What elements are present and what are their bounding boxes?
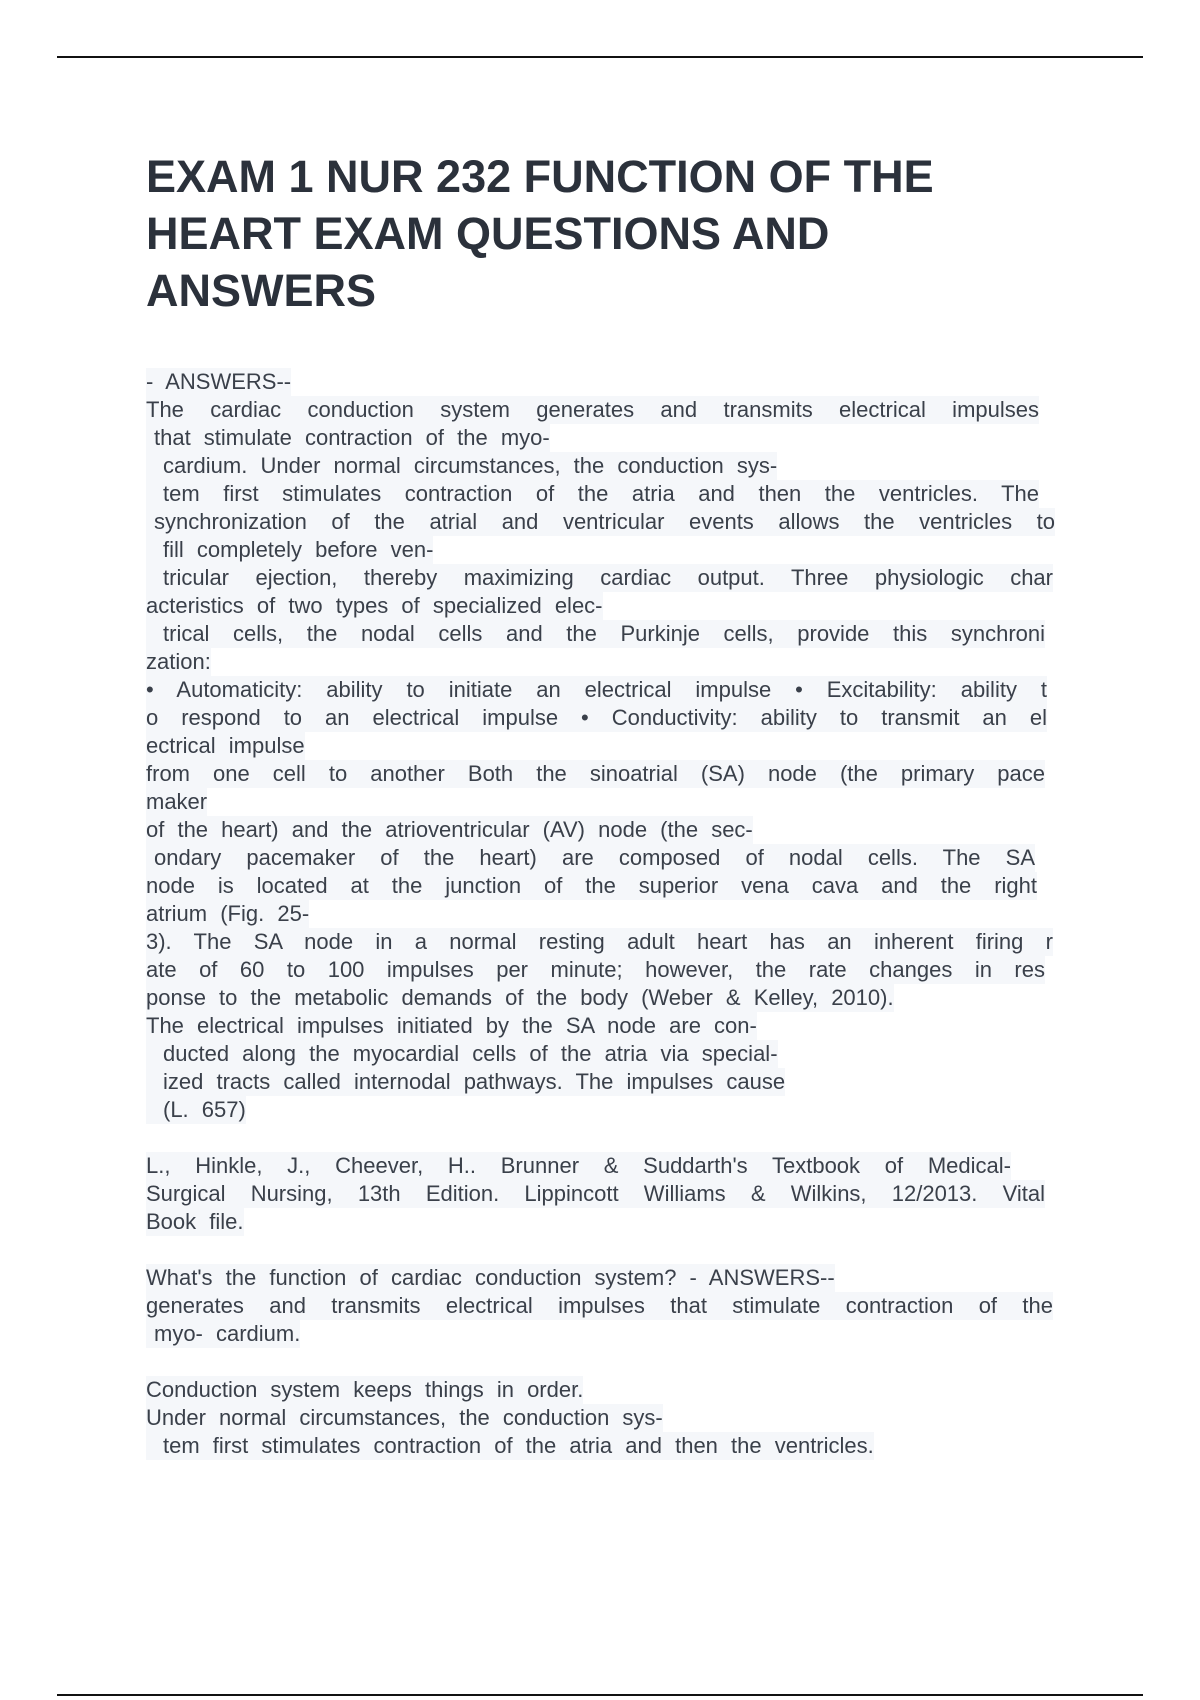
text-line: myo- cardium. (146, 1320, 300, 1348)
text-line: (L. 657) (146, 1096, 246, 1124)
text-line: 3). The SA node in a normal resting adult heart has an inherent firing r (146, 929, 1053, 954)
document-title (146, 148, 1046, 319)
text-line: tricular ejection, thereby maximizing cardiac output. Three physiologic char (146, 564, 1053, 592)
text-line: zation: (146, 649, 211, 674)
text-line: What's the function of cardiac conduction system? - ANSWERS-- (146, 1265, 835, 1290)
text-line: ducted along the myocardial cells of the atria via special- (146, 1040, 778, 1068)
title-line: ANSWERS (146, 265, 377, 316)
paragraph-gap (146, 1348, 1066, 1376)
title-line: EXAM 1 NUR 232 FUNCTION OF THE (146, 151, 934, 202)
text-line: that stimulate contraction of the myo- (146, 424, 550, 452)
text-line: maker (146, 789, 208, 814)
text-line: from one cell to another Both the sinoatrial (SA) node (the primary pace (146, 761, 1045, 786)
text-line: trical cells, the nodal cells and the Purkinje cells, provide this synchroni (146, 620, 1045, 648)
text-line: acteristics of two types of specialized elec- (146, 593, 603, 618)
text-line: • Automaticity: ability to initiate an electrical impulse • Excitability: ability t (146, 677, 1047, 702)
text-line: ate of 60 to 100 impulses per minute; however, the rate changes in res (146, 957, 1045, 982)
text-line: cardium. Under normal circumstances, the conduction sys- (146, 452, 777, 480)
top-divider (57, 56, 1143, 58)
text-line: Surgical Nursing, 13th Edition. Lippincott Williams & Wilkins, 12/2013. Vital (146, 1181, 1045, 1206)
text-line: Book file. (146, 1209, 244, 1234)
text-line: of the heart) and the atrioventricular (AV) node (the sec- (146, 817, 753, 842)
text-line: o respond to an electrical impulse • Conductivity: ability to transmit an el (146, 705, 1047, 730)
title-line: HEART EXAM QUESTIONS AND (146, 208, 830, 259)
text-line: atrium (Fig. 25- (146, 901, 310, 926)
text-line: ondary pacemaker of the heart) are composed of nodal cells. The SA (146, 844, 1035, 872)
text-line: Conduction system keeps things in order. (146, 1377, 584, 1402)
bottom-divider (57, 1694, 1143, 1696)
text-line: tem first stimulates contraction of the atria and then the ventricles. (146, 1432, 874, 1460)
text-line: generates and transmits electrical impulses that stimulate contraction of the (146, 1293, 1053, 1318)
text-line: ectrical impulse (146, 733, 305, 758)
text-line: - ANSWERS-- (146, 369, 292, 394)
document-body (146, 368, 1066, 1460)
text-line: fill completely before ven- (146, 536, 433, 564)
text-line: Under normal circumstances, the conduction sys- (146, 1405, 663, 1430)
paragraph-gap (146, 1124, 1066, 1152)
text-line: tem first stimulates contraction of the atria and then the ventricles. The (146, 480, 1039, 508)
text-line: ponse to the metabolic demands of the body (Weber & Kelley, 2010). (146, 985, 894, 1010)
text-line: The electrical impulses initiated by the SA node are con- (146, 1013, 757, 1038)
text-line: L., Hinkle, J., Cheever, H.. Brunner & Suddarth's Textbook of Medical- (146, 1153, 1011, 1178)
paragraph-gap (146, 1236, 1066, 1264)
text-line: The cardiac conduction system generates and transmits electrical impulses (146, 397, 1039, 422)
text-line: ized tracts called internodal pathways. The impulses cause (146, 1068, 785, 1096)
text-line: node is located at the junction of the superior vena cava and the right (146, 873, 1037, 898)
text-line: synchronization of the atrial and ventricular events allows the ventricles to (146, 508, 1055, 536)
